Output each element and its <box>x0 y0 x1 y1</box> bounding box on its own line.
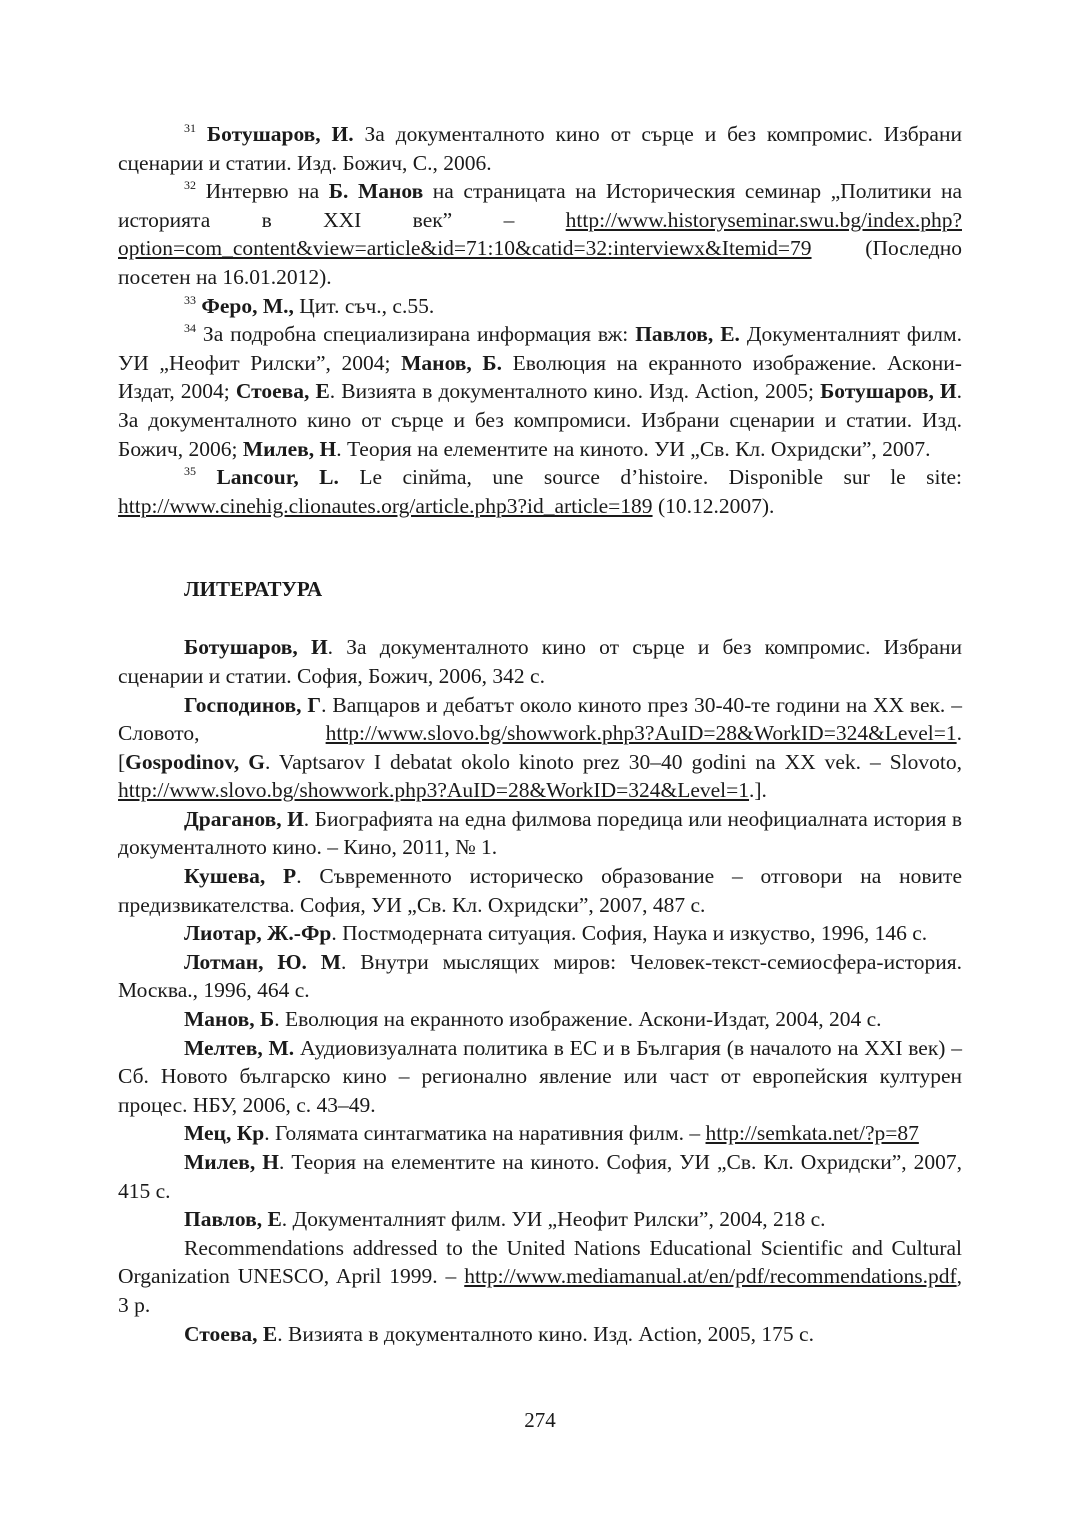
literature-list <box>118 633 962 1348</box>
bibliography-entry <box>118 919 962 948</box>
text-segment: (Последно посетен на 16.01.2012). <box>118 236 962 289</box>
text-segment: Аудиовизуалната политика в ЕС и в България (в началото на XXI век) – Сб. Новото българско кино – регионално явление или част от европейския културен процес. НБУ, 2006, с. 43–49. <box>118 1035 963 1117</box>
text-segment: . Вапцаров и дебатът около киното през 30-40-те години на XX век. – Словото, <box>118 692 962 746</box>
text-segment: Le cinйma, une source d’histoire. Disponible sur le site: <box>338 465 963 490</box>
footnote-number: 32 <box>184 178 196 193</box>
footnote-number: 35 <box>184 464 196 479</box>
footnote-number: 33 <box>184 292 196 307</box>
url-link[interactable]: http://www.cinehig.clionautes.org/article.php3?id_article=189 <box>118 493 653 518</box>
bibliography-entry <box>118 633 962 690</box>
author-name: Стоева, Е <box>235 379 330 404</box>
author-name: Лотман, Ю. М <box>184 949 342 974</box>
text-segment: За подробна специализирана информация вж: <box>202 322 636 347</box>
text-segment: Документалният филм. УИ „Неофит Рилски”, 2004; <box>118 322 962 375</box>
author-name: Мец, Кр <box>184 1121 265 1146</box>
text-segment: (10.12.2007). <box>652 493 775 518</box>
text-segment: . Еволюция на екранното изображение. Аскони-Издат, 2004, 204 с. <box>274 1007 882 1032</box>
bibliography-entry <box>118 948 962 1005</box>
author-name: Павлов, Е <box>184 1207 282 1232</box>
url-link[interactable]: http://semkata.net/?p=87 <box>705 1121 919 1146</box>
footnote <box>118 292 962 321</box>
bibliography-entry <box>118 1148 962 1205</box>
author-name: Ботушаров, И. <box>206 122 354 146</box>
text-segment: Еволюция на екранното изображение. Аскони-Издат, 2004; <box>118 350 962 404</box>
author-name: Ботушаров, И <box>184 635 328 660</box>
author-name: Ботушаров, И <box>820 379 957 404</box>
bibliography-entry <box>118 1119 962 1148</box>
author-name: Gospodinov, G <box>125 749 265 774</box>
text-segment: . Визията в документалното кино. Изд. Action, 2005; <box>329 379 821 404</box>
text-segment: . Внутри мыслящих миров: Человек-текст-семиосфера-история. Москва., 1996, 464 с. <box>118 949 962 1003</box>
text-segment: За документалното кино от сърце и без компромис. Избрани сценарии и статии. Изд. Божич, С., 2006. <box>118 122 962 175</box>
url-link[interactable]: http://www.slovo.bg/showwork.php3?AuID=28&WorkID=324&Level=1 <box>325 721 957 746</box>
footnote-number: 34 <box>184 321 196 336</box>
bibliography-entry <box>118 862 962 919</box>
author-name: Лиотар, Ж.-Фр <box>184 921 332 946</box>
footnote <box>118 320 962 463</box>
author-name: Манов, Б. <box>401 350 503 375</box>
text-segment: Цит. съч., с.55. <box>293 293 435 318</box>
text-segment: . Теория на елементите на киното. София, УИ „Св. Кл. Охридски”, 2007, 415 с. <box>118 1150 962 1203</box>
text-segment: . Голямата синтагматика на наративния филм. – <box>264 1121 706 1146</box>
text-segment: на страницата на Историческия семинар „Политики на историята в XXI век” – <box>118 179 962 232</box>
text-segment: . За документалното кино от сърце и без компромиси. Избрани сценарии и статии. Изд. Божич, 2006; <box>118 379 963 461</box>
author-name: Драганов, И <box>184 806 304 831</box>
footnotes-section <box>118 120 962 520</box>
bibliography-entry <box>118 1005 962 1034</box>
text-segment: . Постмодерната ситуация. София, Наука и изкуство, 1996, 146 с. <box>331 921 928 946</box>
text-segment: .]. <box>749 778 767 803</box>
bibliography-entry <box>118 691 962 805</box>
bibliography-entry <box>118 1205 962 1234</box>
literature-heading: ЛИТЕРАТУРА <box>184 577 323 602</box>
text-segment: . За документалното кино от сърце и без компромис. Избрани сценарии и статии. София, Божич, 2006, 342 с. <box>118 635 962 688</box>
text-segment: Recommendations addressed to the United Nations Educational Scientific and Cultural Organization UNESCO, April 1999. – <box>118 1235 962 1289</box>
bibliography-entry <box>118 1234 962 1320</box>
author-name: Стоева, Е <box>184 1321 278 1346</box>
bibliography-entry <box>118 1034 962 1120</box>
text-segment: . Съвременното историческо образование – отговори на новите предизвикателства. София, УИ „Св. Кл. Охридски”, 2007, 487 с. <box>118 864 962 917</box>
url-link[interactable]: http://www.historyseminar.swu.bg/index.php?option=com_content&view=article&id=71:10&catid=32:interviewx&Itemid=79 <box>118 207 962 261</box>
author-name: Б. Манов <box>328 179 424 204</box>
footnote <box>118 177 962 291</box>
bibliography-entry <box>118 1320 962 1349</box>
text-segment: . Документалният филм. УИ „Неофит Рилски”, 2004, 218 с. <box>281 1207 826 1232</box>
bibliography-entry <box>118 805 962 862</box>
footnote <box>118 120 962 177</box>
footnote <box>118 463 962 520</box>
text-segment: . Vaptsarov I debatat okolo kinoto prez 30–40 godini na XX vek. – Slovoto, <box>264 749 962 774</box>
author-name: Lancour, L. <box>216 465 339 490</box>
author-name: Феро, М., <box>201 293 294 318</box>
text-segment: . [ <box>118 721 962 774</box>
author-name: Мелтев, М. <box>184 1035 295 1060</box>
text-segment: Интервю на <box>205 179 329 204</box>
text-segment: . Визията в документалното кино. Изд. Action, 2005, 175 с. <box>277 1321 814 1346</box>
author-name: Господинов, Г <box>184 692 322 717</box>
author-name: Милев, Н <box>242 436 337 461</box>
text-segment: . Теория на елементите на киното. УИ „Св. Кл. Охридски”, 2007. <box>336 436 931 461</box>
author-name: Павлов, Е. <box>635 322 740 347</box>
url-link[interactable]: http://www.slovo.bg/showwork.php3?AuID=28&WorkID=324&Level=1 <box>118 778 750 803</box>
footnote-number: 31 <box>184 121 196 135</box>
page-content <box>118 120 962 1348</box>
text-segment: , 3 p. <box>118 1264 962 1317</box>
author-name: Манов, Б <box>184 1007 275 1032</box>
author-name: Кушева, Р <box>184 864 297 889</box>
text-segment: . Биографията на една филмова поредица или неофициалната история в документалното кино. – Кино, 2011, № 1. <box>118 806 962 860</box>
url-link[interactable]: http://www.mediamanual.at/en/pdf/recommendations.pdf <box>464 1264 957 1289</box>
page-number: 274 <box>524 1408 556 1432</box>
author-name: Милев, Н <box>184 1150 279 1174</box>
